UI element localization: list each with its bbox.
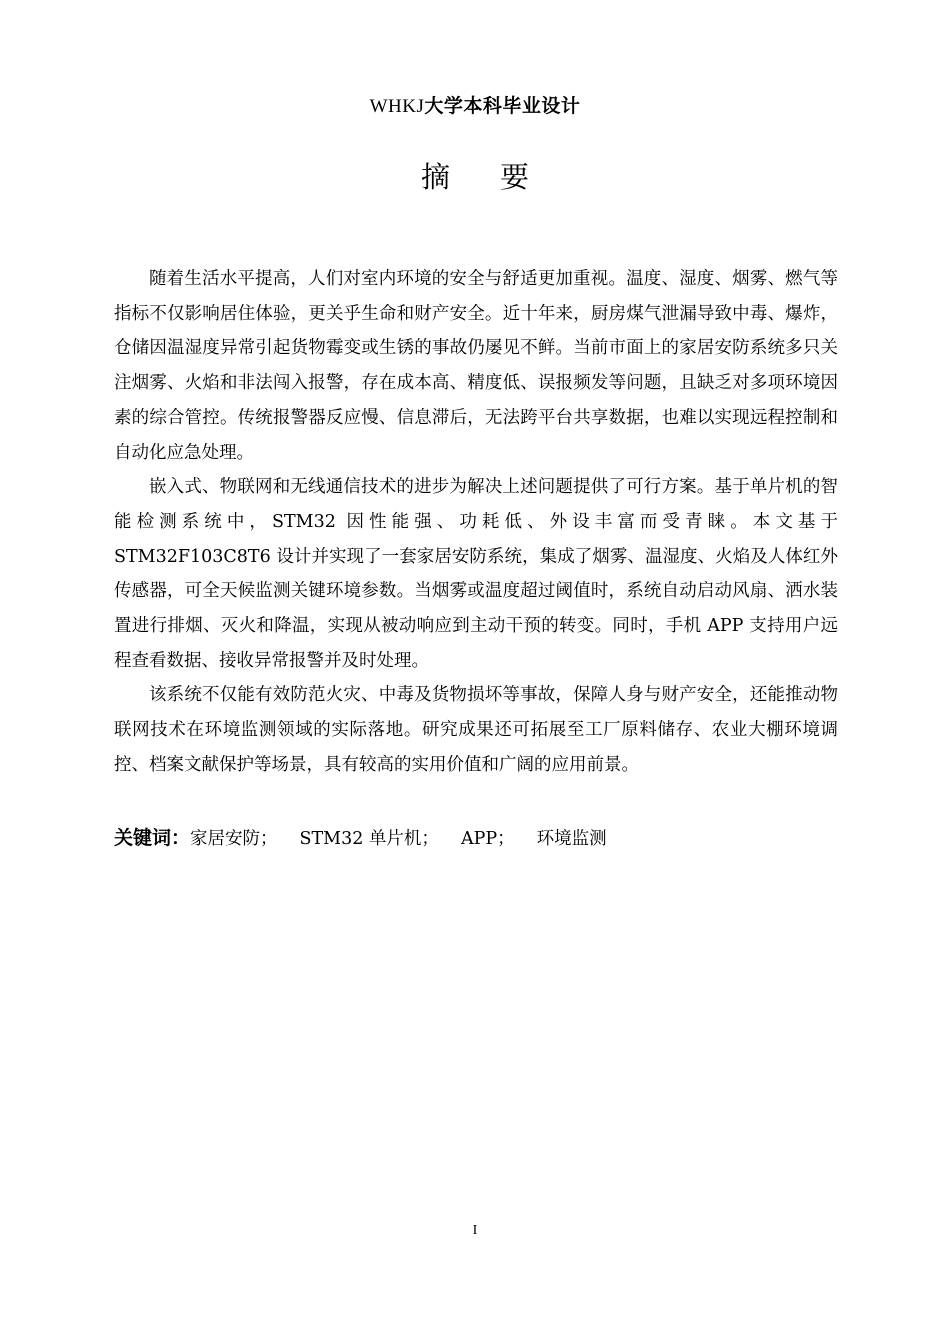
keywords-label: 关键词： xyxy=(114,827,191,849)
keywords-line xyxy=(114,821,838,856)
abstract-title-char-1: 摘 xyxy=(420,160,450,194)
page-header xyxy=(0,94,950,119)
keyword-1: 家居安防； xyxy=(190,829,278,849)
abstract-title-char-2: 要 xyxy=(500,160,530,194)
abstract-title xyxy=(0,158,950,196)
keyword-2: STM32 单片机； xyxy=(299,829,439,849)
keyword-4: 环境监测 xyxy=(536,829,607,849)
abstract-body xyxy=(114,262,838,783)
abstract-paragraph-3: 该系统不仅能有效防范火灾、中毒及货物损坏等事故，保障人身与财产安全，还能推动物联网技术在环境监测领域的实际落地。研究成果还可拓展至工厂原料储存、农业大棚环境调控、档案文献保护等场景，具有较高的实用价值和广阔的应用前景。 xyxy=(114,685,838,775)
abstract-paragraph-2: 嵌入式、物联网和无线通信技术的进步为解决上述问题提供了可行方案。基于单片机的智能检测系统中，STM32 因性能强、功耗低、外设丰富而受青睐。本文基于 STM32F103C8T6 设计并实现了一套家居安防系统，集成了烟雾、温湿度、火焰及人体红外传感器，可全天候监测关键环境参数。当烟雾或温度超过阈值时，系统自动启动风扇、洒水装置进行排烟、灭火和降温，实现从被动响应到主动干预的转变。同时，手机 APP 支持用户远程查看数据、接收异常报警并及时处理。 xyxy=(114,477,838,671)
header-school-code: WHKJ xyxy=(369,96,425,117)
header-title: 大学本科毕业设计 xyxy=(424,95,581,117)
abstract-paragraph-1: 随着生活水平提高，人们对室内环境的安全与舒适更加重视。温度、湿度、烟雾、燃气等指标不仅影响居住体验，更关乎生命和财产安全。近十年来，厨房煤气泄漏导致中毒、爆炸，仓储因温湿度异常引起货物霉变或生锈的事故仍屡见不鲜。当前市面上的家居安防系统多只关注烟雾、火焰和非法闯入报警，存在成本高、精度低、误报频发等问题，且缺乏对多项环境因素的综合管控。传统报警器反应慢、信息滞后，无法跨平台共享数据，也难以实现远程控制和自动化应急处理。 xyxy=(114,269,838,463)
page-number: I xyxy=(472,1223,478,1238)
keyword-3: APP； xyxy=(460,829,515,849)
